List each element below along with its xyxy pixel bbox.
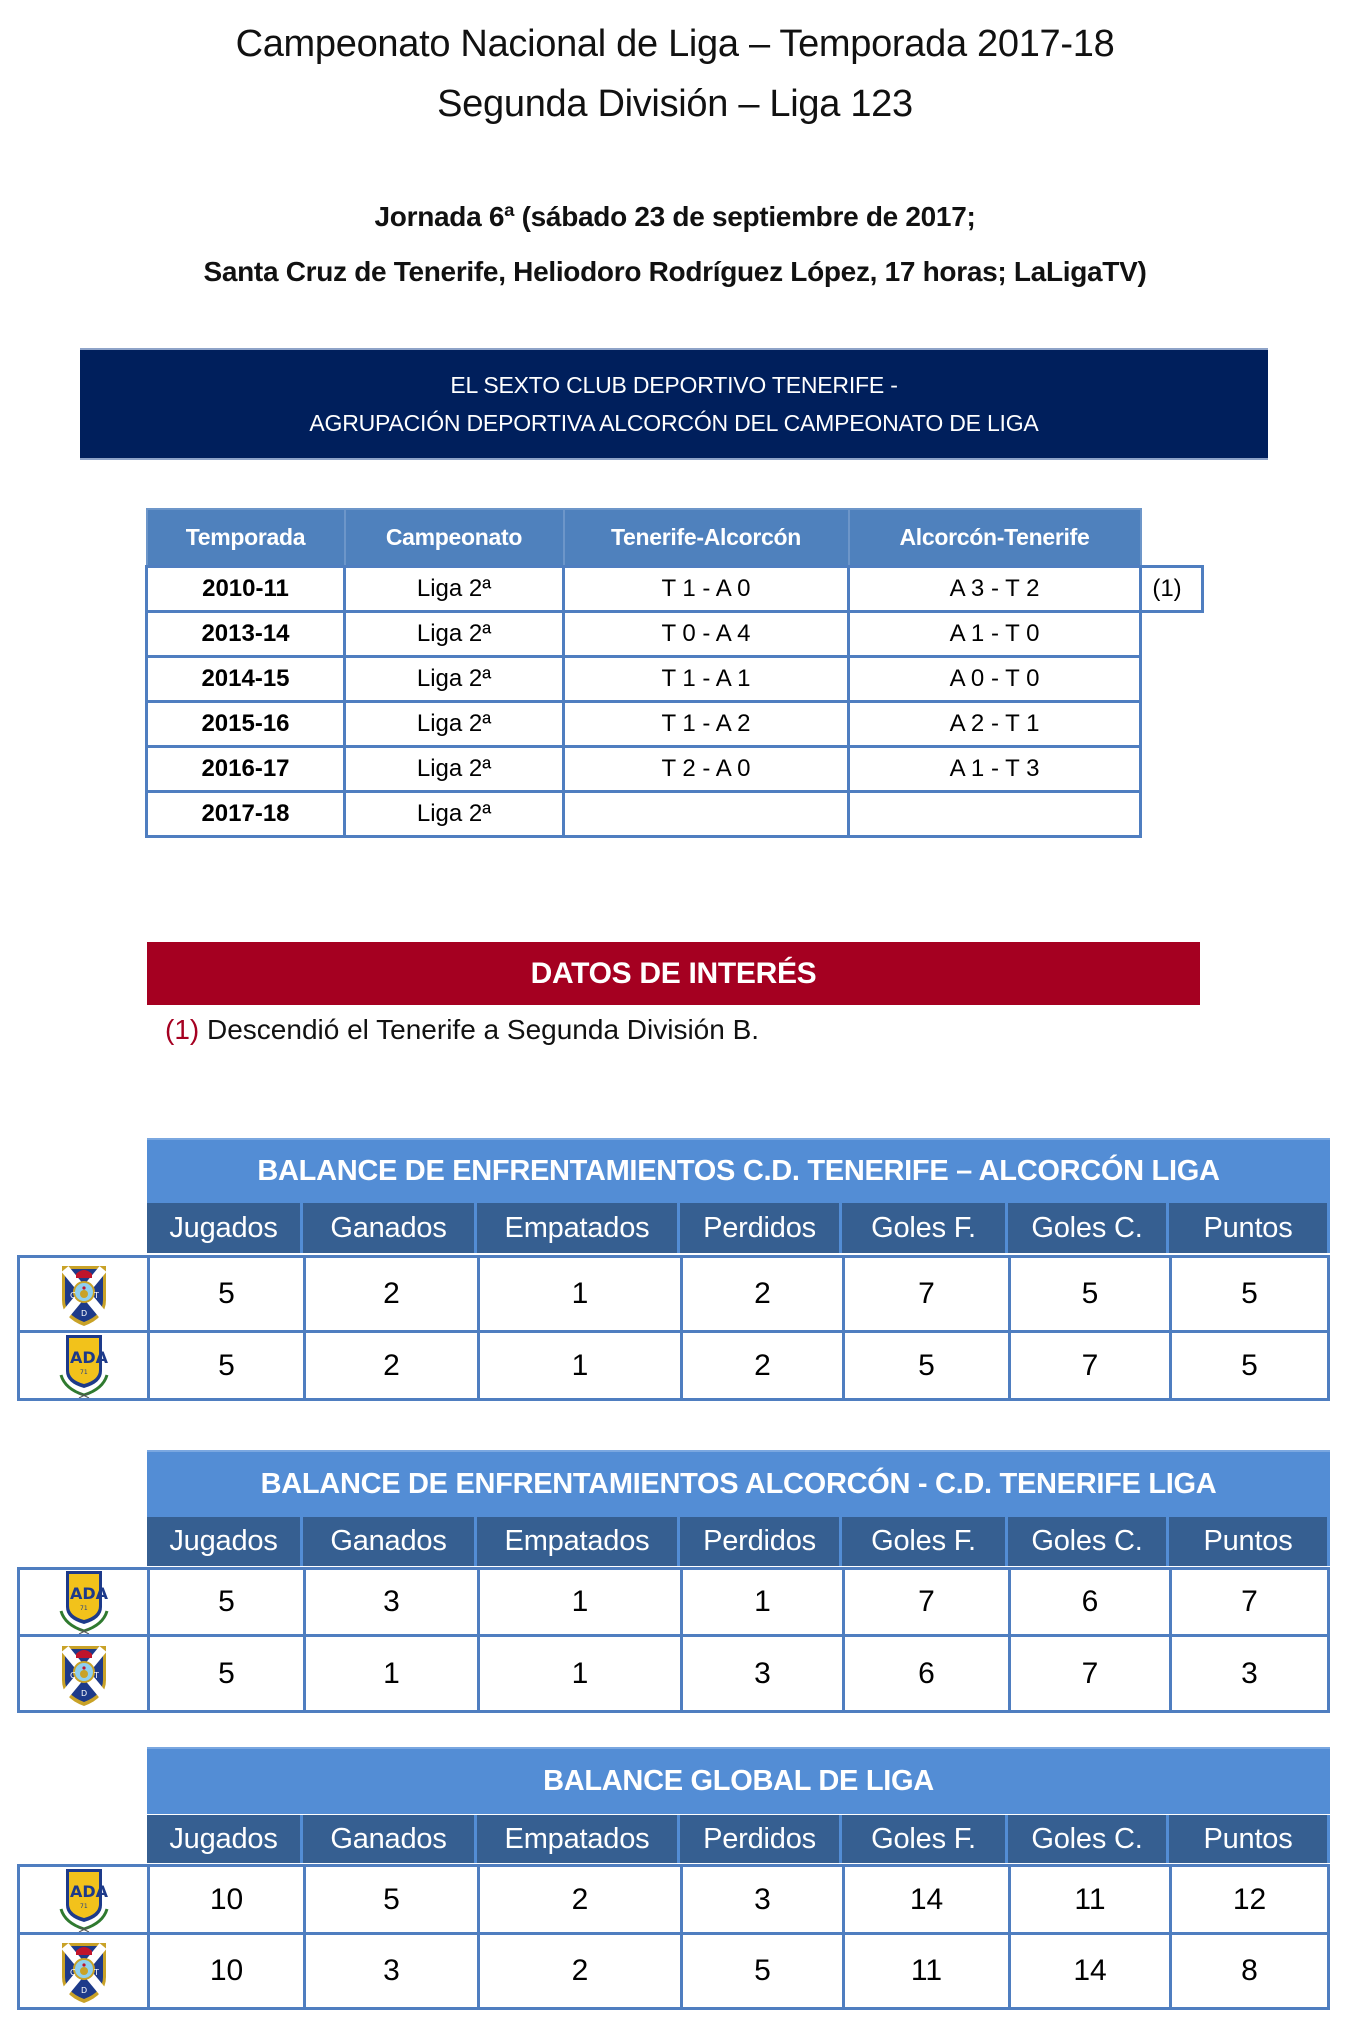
match-info-line1: Jornada 6ª (sábado 23 de septiembre de 2017; xyxy=(374,201,976,232)
balance-col-header: Perdidos xyxy=(680,1815,842,1863)
stat-perdidos: 5 xyxy=(680,1935,842,2007)
balance-bottom-border xyxy=(17,1398,1330,1401)
tenerife-alcorcon-result: T 1 - A 2 xyxy=(564,702,849,747)
balance-col-header: Empatados xyxy=(477,1203,680,1253)
tenerife-alcorcon-result xyxy=(564,792,849,837)
balance-col-header: Goles C. xyxy=(1008,1815,1169,1863)
stat-goles-c: 7 xyxy=(1008,1333,1169,1398)
stat-goles-f: 7 xyxy=(842,1570,1008,1634)
competition-cell: Liga 2ª xyxy=(345,792,564,837)
balance-col-header: Empatados xyxy=(477,1517,680,1566)
stat-goles-c: 14 xyxy=(1008,1935,1169,2007)
history-row xyxy=(147,612,1141,657)
balance-col-header: Empatados xyxy=(477,1815,680,1863)
stat-ganados: 3 xyxy=(303,1570,477,1634)
alcorcon-tenerife-result: A 3 - T 2 xyxy=(849,567,1141,612)
stat-perdidos: 2 xyxy=(680,1258,842,1330)
svg-text:C: C xyxy=(69,1670,76,1680)
balance-row-tenerife xyxy=(17,1932,1330,2007)
balance-header-row xyxy=(147,1815,1330,1863)
balance-col-header: Ganados xyxy=(303,1815,477,1863)
balance-col-header: Puntos xyxy=(1169,1517,1330,1566)
balance-bottom-border xyxy=(17,2007,1330,2010)
stat-empatados: 1 xyxy=(477,1333,680,1398)
stat-puntos: 8 xyxy=(1169,1935,1330,2007)
history-table xyxy=(145,508,1142,838)
alcorcon-tenerife-result: A 1 - T 0 xyxy=(849,612,1141,657)
stat-perdidos: 3 xyxy=(680,1637,842,1710)
svg-text:71: 71 xyxy=(79,1902,88,1910)
stat-ganados: 1 xyxy=(303,1637,477,1710)
svg-text:D: D xyxy=(80,1986,87,1995)
match-info-line2: Santa Cruz de Tenerife, Heliodoro Rodríguez López, 17 horas; LaLigaTV) xyxy=(203,256,1147,287)
balance-col-header: Puntos xyxy=(1169,1203,1330,1253)
stat-puntos: 7 xyxy=(1169,1570,1330,1634)
stat-jugados: 5 xyxy=(147,1637,303,1710)
competition-cell: Liga 2ª xyxy=(345,612,564,657)
alcorcon-tenerife-result: A 2 - T 1 xyxy=(849,702,1141,747)
history-note-ref: (1) xyxy=(1133,565,1204,613)
alcorcon-tenerife-result xyxy=(849,792,1141,837)
alcorcon-tenerife-result: A 0 - T 0 xyxy=(849,657,1141,702)
svg-text:T: T xyxy=(93,1968,99,1977)
season-cell: 2010-11 xyxy=(147,567,345,612)
team-logo-cell xyxy=(17,1570,147,1634)
season-cell: 2017-18 xyxy=(147,792,345,837)
col-campeonato: Campeonato xyxy=(345,509,564,567)
stat-perdidos: 2 xyxy=(680,1333,842,1398)
competition-cell: Liga 2ª xyxy=(345,657,564,702)
balance-col-header: Ganados xyxy=(303,1517,477,1566)
balance-col-header: Goles F. xyxy=(842,1203,1008,1253)
ad-alcorcon-crest-icon xyxy=(57,1569,111,1635)
datos-banner: DATOS DE INTERÉS xyxy=(147,942,1200,1005)
stat-empatados: 1 xyxy=(477,1258,680,1330)
history-row xyxy=(147,702,1141,747)
svg-text:T: T xyxy=(93,1670,99,1680)
svg-text:T: T xyxy=(93,1291,99,1300)
col-temporada: Temporada xyxy=(147,509,345,567)
tenerife-alcorcon-result: T 1 - A 0 xyxy=(564,567,849,612)
banner-line2: AGRUPACIÓN DEPORTIVA ALCORCÓN DEL CAMPEONATO DE LIGA xyxy=(309,410,1039,436)
datos-note xyxy=(165,1010,759,1050)
stat-puntos: 5 xyxy=(1169,1333,1330,1398)
team-logo-cell xyxy=(17,1935,147,2007)
competition-cell: Liga 2ª xyxy=(345,702,564,747)
stat-perdidos: 3 xyxy=(680,1867,842,1932)
stat-puntos: 12 xyxy=(1169,1867,1330,1932)
stat-ganados: 2 xyxy=(303,1258,477,1330)
balance-title: BALANCE GLOBAL DE LIGA xyxy=(147,1747,1330,1814)
ad-alcorcon-crest-icon xyxy=(57,1333,111,1399)
stat-goles-c: 7 xyxy=(1008,1637,1169,1710)
balance-col-header: Jugados xyxy=(147,1815,303,1863)
balance-col-header: Puntos xyxy=(1169,1815,1330,1863)
tenerife-alcorcon-result: T 2 - A 0 xyxy=(564,747,849,792)
season-cell: 2015-16 xyxy=(147,702,345,747)
svg-text:ADA: ADA xyxy=(69,1347,108,1367)
note-ref: (1) xyxy=(165,1014,200,1045)
balance-col-header: Perdidos xyxy=(680,1517,842,1566)
stat-goles-f: 11 xyxy=(842,1935,1008,2007)
team-logo-cell xyxy=(17,1867,147,1932)
balance-row-alcorcon xyxy=(17,1864,1330,1932)
cd-tenerife-crest-icon xyxy=(58,1260,110,1328)
balance-row-alcorcon xyxy=(17,1330,1330,1398)
balance-col-header: Ganados xyxy=(303,1203,477,1253)
stat-jugados: 10 xyxy=(147,1935,303,2007)
cd-tenerife-crest-icon xyxy=(58,1640,110,1708)
balance-row-tenerife xyxy=(17,1255,1330,1330)
stat-empatados: 2 xyxy=(477,1867,680,1932)
stat-ganados: 5 xyxy=(303,1867,477,1932)
col-tenerife-alcorcon: Tenerife-Alcorcón xyxy=(564,509,849,567)
svg-text:C: C xyxy=(69,1291,76,1300)
page-title-line2: Segunda División – Liga 123 xyxy=(437,83,913,125)
stat-goles-c: 6 xyxy=(1008,1570,1169,1634)
stat-goles-f: 6 xyxy=(842,1637,1008,1710)
balance-header-row xyxy=(147,1203,1330,1253)
competition-cell: Liga 2ª xyxy=(345,747,564,792)
balance-col-header: Goles C. xyxy=(1008,1203,1169,1253)
page-title-line1: Campeonato Nacional de Liga – Temporada 2017-18 xyxy=(235,23,1115,65)
match-banner xyxy=(80,348,1268,460)
svg-text:ADA: ADA xyxy=(69,1584,108,1603)
svg-text:71: 71 xyxy=(79,1605,88,1612)
history-row xyxy=(147,747,1141,792)
balance-title: BALANCE DE ENFRENTAMIENTOS C.D. TENERIFE – ALCORCÓN LIGA xyxy=(147,1138,1330,1203)
stat-puntos: 5 xyxy=(1169,1258,1330,1330)
balance-title: BALANCE DE ENFRENTAMIENTOS ALCORCÓN - C.D. TENERIFE LIGA xyxy=(147,1450,1330,1517)
balance-col-header: Perdidos xyxy=(680,1203,842,1253)
svg-text:ADA: ADA xyxy=(69,1881,108,1901)
svg-text:C: C xyxy=(69,1968,76,1977)
stat-jugados: 5 xyxy=(147,1258,303,1330)
col-alcorcon-tenerife: Alcorcón-Tenerife xyxy=(849,509,1141,567)
stat-goles-f: 5 xyxy=(842,1333,1008,1398)
balance-col-header: Jugados xyxy=(147,1517,303,1566)
ad-alcorcon-crest-icon xyxy=(57,1867,111,1933)
svg-text:D: D xyxy=(80,1688,87,1698)
team-logo-cell xyxy=(17,1637,147,1710)
stat-goles-f: 14 xyxy=(842,1867,1008,1932)
cd-tenerife-crest-icon xyxy=(58,1937,110,2005)
stat-goles-c: 11 xyxy=(1008,1867,1169,1932)
svg-text:D: D xyxy=(80,1309,87,1318)
balance-col-header: Goles F. xyxy=(842,1815,1008,1863)
stat-jugados: 10 xyxy=(147,1867,303,1932)
stat-jugados: 5 xyxy=(147,1333,303,1398)
balance-row-alcorcon xyxy=(17,1567,1330,1634)
team-logo-cell xyxy=(17,1258,147,1330)
stat-ganados: 2 xyxy=(303,1333,477,1398)
stat-jugados: 5 xyxy=(147,1570,303,1634)
stat-ganados: 3 xyxy=(303,1935,477,2007)
history-header-row xyxy=(147,509,1141,567)
history-row xyxy=(147,657,1141,702)
history-row xyxy=(147,792,1141,837)
balance-header-row xyxy=(147,1517,1330,1566)
stat-empatados: 1 xyxy=(477,1570,680,1634)
balance-row-tenerife xyxy=(17,1634,1330,1710)
tenerife-alcorcon-result: T 1 - A 1 xyxy=(564,657,849,702)
competition-cell: Liga 2ª xyxy=(345,567,564,612)
note-text: Descendió el Tenerife a Segunda División B. xyxy=(199,1014,760,1045)
stat-perdidos: 1 xyxy=(680,1570,842,1634)
stat-goles-f: 7 xyxy=(842,1258,1008,1330)
stat-empatados: 2 xyxy=(477,1935,680,2007)
stat-goles-c: 5 xyxy=(1008,1258,1169,1330)
balance-col-header: Goles F. xyxy=(842,1517,1008,1566)
season-cell: 2013-14 xyxy=(147,612,345,657)
balance-col-header: Goles C. xyxy=(1008,1517,1169,1566)
svg-text:71: 71 xyxy=(79,1368,88,1376)
balance-bottom-border xyxy=(17,1710,1330,1713)
banner-line1: EL SEXTO CLUB DEPORTIVO TENERIFE - xyxy=(450,372,898,398)
team-logo-cell xyxy=(17,1333,147,1398)
stat-empatados: 1 xyxy=(477,1637,680,1710)
season-cell: 2016-17 xyxy=(147,747,345,792)
alcorcon-tenerife-result: A 1 - T 3 xyxy=(849,747,1141,792)
stat-puntos: 3 xyxy=(1169,1637,1330,1710)
balance-col-header: Jugados xyxy=(147,1203,303,1253)
tenerife-alcorcon-result: T 0 - A 4 xyxy=(564,612,849,657)
history-row xyxy=(147,567,1141,612)
season-cell: 2014-15 xyxy=(147,657,345,702)
